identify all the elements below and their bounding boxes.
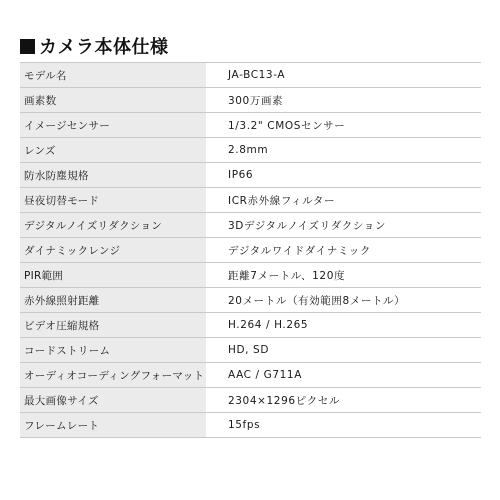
table-row: [20, 138, 481, 163]
spec-value: 15fps: [206, 413, 481, 438]
spec-value: 300万画素: [206, 88, 481, 113]
table-row: [20, 313, 481, 338]
spec-value: 1/3.2" CMOSセンサー: [206, 113, 481, 138]
spec-label: イメージセンサー: [20, 113, 206, 138]
spec-label: モデル名: [20, 63, 206, 88]
table-row: [20, 163, 481, 188]
spec-value: HD, SD: [206, 338, 481, 363]
table-row: [20, 413, 481, 438]
spec-label: オーディオコーディングフォーマット: [20, 363, 206, 388]
spec-value: 3Dデジタルノイズリダクション: [206, 213, 481, 238]
table-row: [20, 263, 481, 288]
table-row: [20, 63, 481, 88]
spec-label: ビデオ圧縮規格: [20, 313, 206, 338]
spec-value: ICR赤外線フィルター: [206, 188, 481, 213]
table-row: [20, 113, 481, 138]
spec-label: 最大画像サイズ: [20, 388, 206, 413]
spec-label: 昼夜切替モード: [20, 188, 206, 213]
spec-value: 20メートル（有効範囲8メートル）: [206, 288, 481, 313]
spec-value: デジタルワイドダイナミック: [206, 238, 481, 263]
table-row: [20, 188, 481, 213]
section-heading: [20, 33, 169, 59]
spec-value: JA-BC13-A: [206, 63, 481, 88]
table-row: [20, 388, 481, 413]
table-row: [20, 88, 481, 113]
spec-value: H.264 / H.265: [206, 313, 481, 338]
table-row: [20, 213, 481, 238]
square-bullet-icon: [20, 39, 35, 54]
spec-value: 距離7メートル、120度: [206, 263, 481, 288]
spec-label: デジタルノイズリダクション: [20, 213, 206, 238]
table-row: [20, 288, 481, 313]
spec-label: ダイナミックレンジ: [20, 238, 206, 263]
spec-label: レンズ: [20, 138, 206, 163]
spec-value: 2304×1296ピクセル: [206, 388, 481, 413]
spec-value: AAC / G711A: [206, 363, 481, 388]
table-row: [20, 363, 481, 388]
spec-table: [20, 62, 481, 438]
spec-value: IP66: [206, 163, 481, 188]
spec-label: 赤外線照射距離: [20, 288, 206, 313]
spec-label: PIR範囲: [20, 263, 206, 288]
spec-label: フレームレート: [20, 413, 206, 438]
page-title: カメラ本体仕様: [39, 37, 169, 58]
table-row: [20, 238, 481, 263]
spec-value: 2.8mm: [206, 138, 481, 163]
table-row: [20, 338, 481, 363]
spec-label: コードストリーム: [20, 338, 206, 363]
spec-label: 防水防塵規格: [20, 163, 206, 188]
spec-label: 画素数: [20, 88, 206, 113]
